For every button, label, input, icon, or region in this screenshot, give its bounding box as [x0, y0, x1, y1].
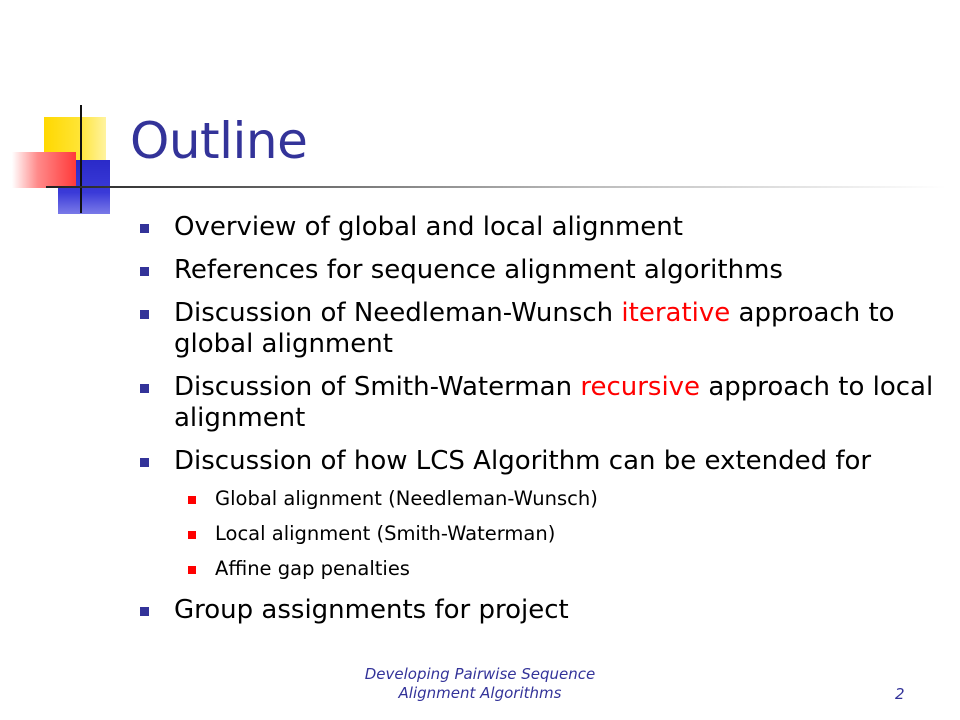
bullet-text-start: Discussion of Needleman-Wunsch	[174, 298, 622, 328]
bullet-item	[138, 255, 938, 286]
sub-bullet-marker	[188, 566, 196, 574]
footer-line-2: Alignment Algorithms	[398, 684, 562, 702]
bullet-text-end: approach to global alignment	[174, 298, 895, 359]
bullet-item	[138, 446, 938, 477]
highlight-word: iterative	[621, 298, 731, 328]
bullet-text: References for sequence alignment algorithms	[174, 255, 783, 285]
sub-bullet-item	[138, 557, 938, 581]
sub-bullet-item	[138, 522, 938, 546]
title-underline-rule	[46, 186, 946, 188]
red-gradient-decoration	[12, 152, 76, 188]
page-number: 2	[895, 685, 905, 703]
bullet-item	[138, 595, 938, 626]
bullet-item	[138, 372, 938, 434]
sub-bullet-marker	[188, 531, 196, 539]
bullet-text: Overview of global and local alignment	[174, 212, 683, 242]
bullet-marker	[140, 310, 149, 319]
bullet-text-end: approach to local alignment	[174, 372, 934, 433]
sub-bullet-text: Affine gap penalties	[215, 557, 410, 580]
bullet-text-start: Discussion of Smith-Waterman	[174, 372, 581, 402]
bullet-marker	[140, 384, 149, 393]
highlight-word: recursive	[580, 372, 701, 402]
bullet-marker	[140, 458, 149, 467]
bullet-item	[138, 298, 938, 360]
sub-bullet-text: Local alignment (Smith-Waterman)	[215, 522, 556, 545]
vertical-rule-decoration	[80, 105, 82, 213]
slide-title: Outline	[130, 112, 308, 170]
sub-bullet-item	[138, 487, 938, 511]
bullet-marker	[140, 224, 149, 233]
sub-bullet-text: Global alignment (Needleman-Wunsch)	[215, 487, 598, 510]
slide-footer	[330, 665, 630, 703]
bullet-text: Discussion of how LCS Algorithm can be extended for	[174, 446, 872, 476]
bullet-list	[138, 212, 938, 638]
bullet-marker	[140, 267, 149, 276]
sub-bullet-marker	[188, 496, 196, 504]
bullet-marker	[140, 607, 149, 616]
title-decoration-graphic	[0, 0, 140, 230]
bullet-text: Group assignments for project	[174, 595, 569, 625]
footer-line-1: Developing Pairwise Sequence	[364, 665, 596, 683]
bullet-item	[138, 212, 938, 243]
